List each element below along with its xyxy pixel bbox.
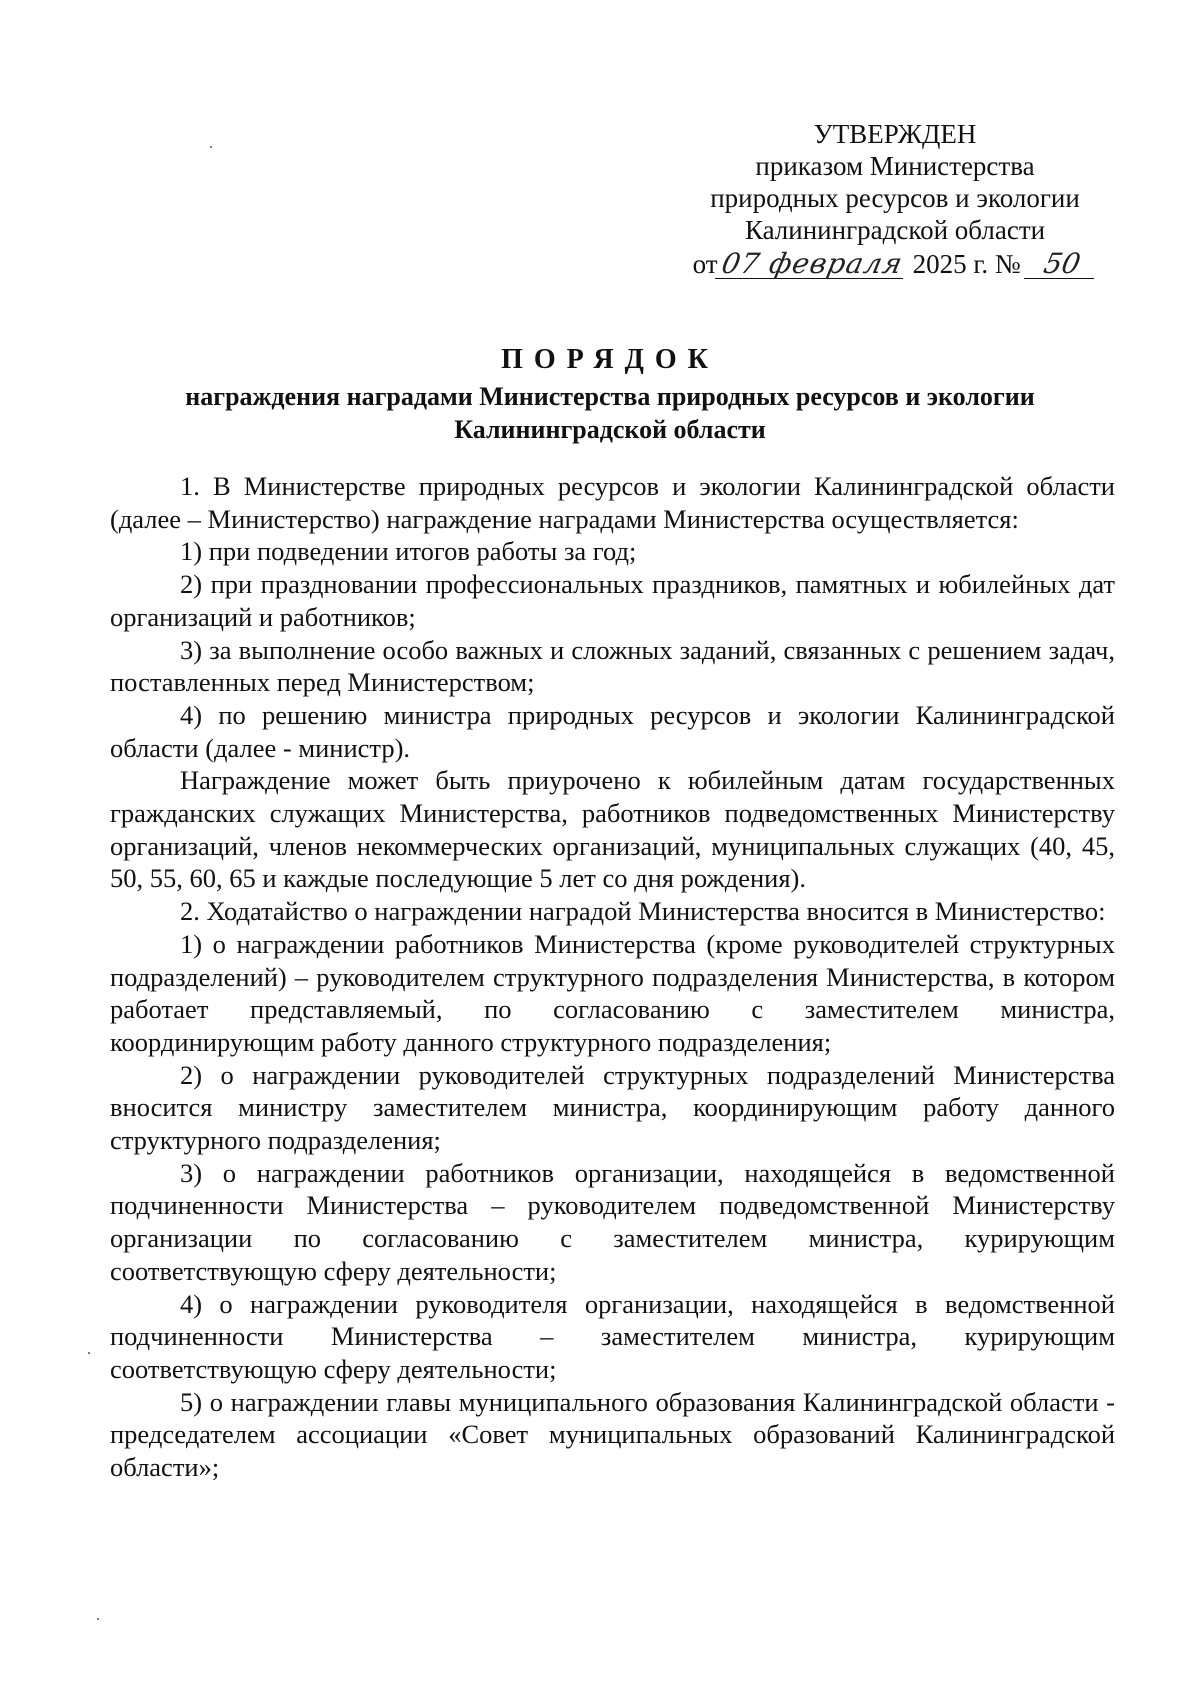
paragraph: 2) при праздновании профессиональных праздников, памятных и юбилейных дат организаций и работников; [110,569,1115,632]
paragraph: 4) о награждении руководителя организации, находящейся в ведомственной подчиненности Министерства – заместителем министра, курирующим соответствующую сферу деятельности; [110,1288,1115,1384]
paragraph: 3) за выполнение особо важных и сложных заданий, связанных с решением задач, поставленных перед Министерством; [110,634,1115,698]
date-prefix: от [692,249,718,279]
document-subtitle-line-1: награждения наградами Министерства природных ресурсов и экологии [185,382,1035,411]
approval-line-2: природных ресурсов и экологии [710,183,1080,213]
approval-stamp-block [660,118,1130,280]
document-subtitle-line-2: Калининградской области [454,415,766,444]
paragraph: 1) при подведении итогов работы за год; [180,536,637,567]
paragraph: 1. В Министерстве природных ресурсов и экологии Калининградской области (далее – Министерство) награждение наградами Министерства осуществляется: [110,471,1115,534]
paragraph: 1) о награждении работников Министерства (кроме руководителей структурных подразделений) – руководителем структурного подразделения Министерства, в котором работает представляемый, по согласованию с заместителем министра, координирующим работу данного структурного подразделения; [110,928,1115,1057]
handwritten-date: 07 февраля [714,250,908,279]
paragraph: 2. Ходатайство о награждении наградой Министерства вносится в Министерство: [180,896,1106,927]
paragraph: 4) по решению министра природных ресурсов и экологии Калининградской области (далее - министр). [110,699,1115,763]
approval-line-3: Калининградской области [744,215,1046,245]
approval-date-line [660,248,1130,280]
scan-speck [97,1618,99,1620]
document-body [110,470,1115,1484]
paragraph: Награждение может быть приурочено к юбилейным датам государственных гражданских служащих Министерства, работников подведомственных Министерству организаций, членов некоммерческих организаций, муниципальных служащих (40, 45, 50, 55, 60, 65 и каждые последующие 5 лет со дня рождения). [110,765,1115,894]
document-title-block [110,340,1110,446]
paragraph: 5) о награждении главы муниципального образования Калининградской области - председателем ассоциации «Совет муниципальных образований Калининградской области»; [110,1386,1115,1483]
paragraph: 3) о награждении работников организации, находящейся в ведомственной подчиненности Министерства – руководителем подведомственной Министерству организации по согласованию с заместителем министра, курирующим соответствующую сферу деятельности; [110,1157,1115,1286]
scan-speck [88,1352,90,1354]
approval-heading: УТВЕРЖДЕН [813,119,977,149]
order-year: 2025 г. № [912,249,1021,279]
paragraph: 2) о награждении руководителей структурных подразделений Министерства вносится министру заместителем министра, координирующим работу данного структурного подразделения; [110,1059,1115,1156]
scan-speck [210,146,212,148]
document-title: ПОРЯДОК [501,344,719,375]
approval-line-1: приказом Министерства [755,151,1035,181]
handwritten-order-number: 50 [1024,250,1100,279]
